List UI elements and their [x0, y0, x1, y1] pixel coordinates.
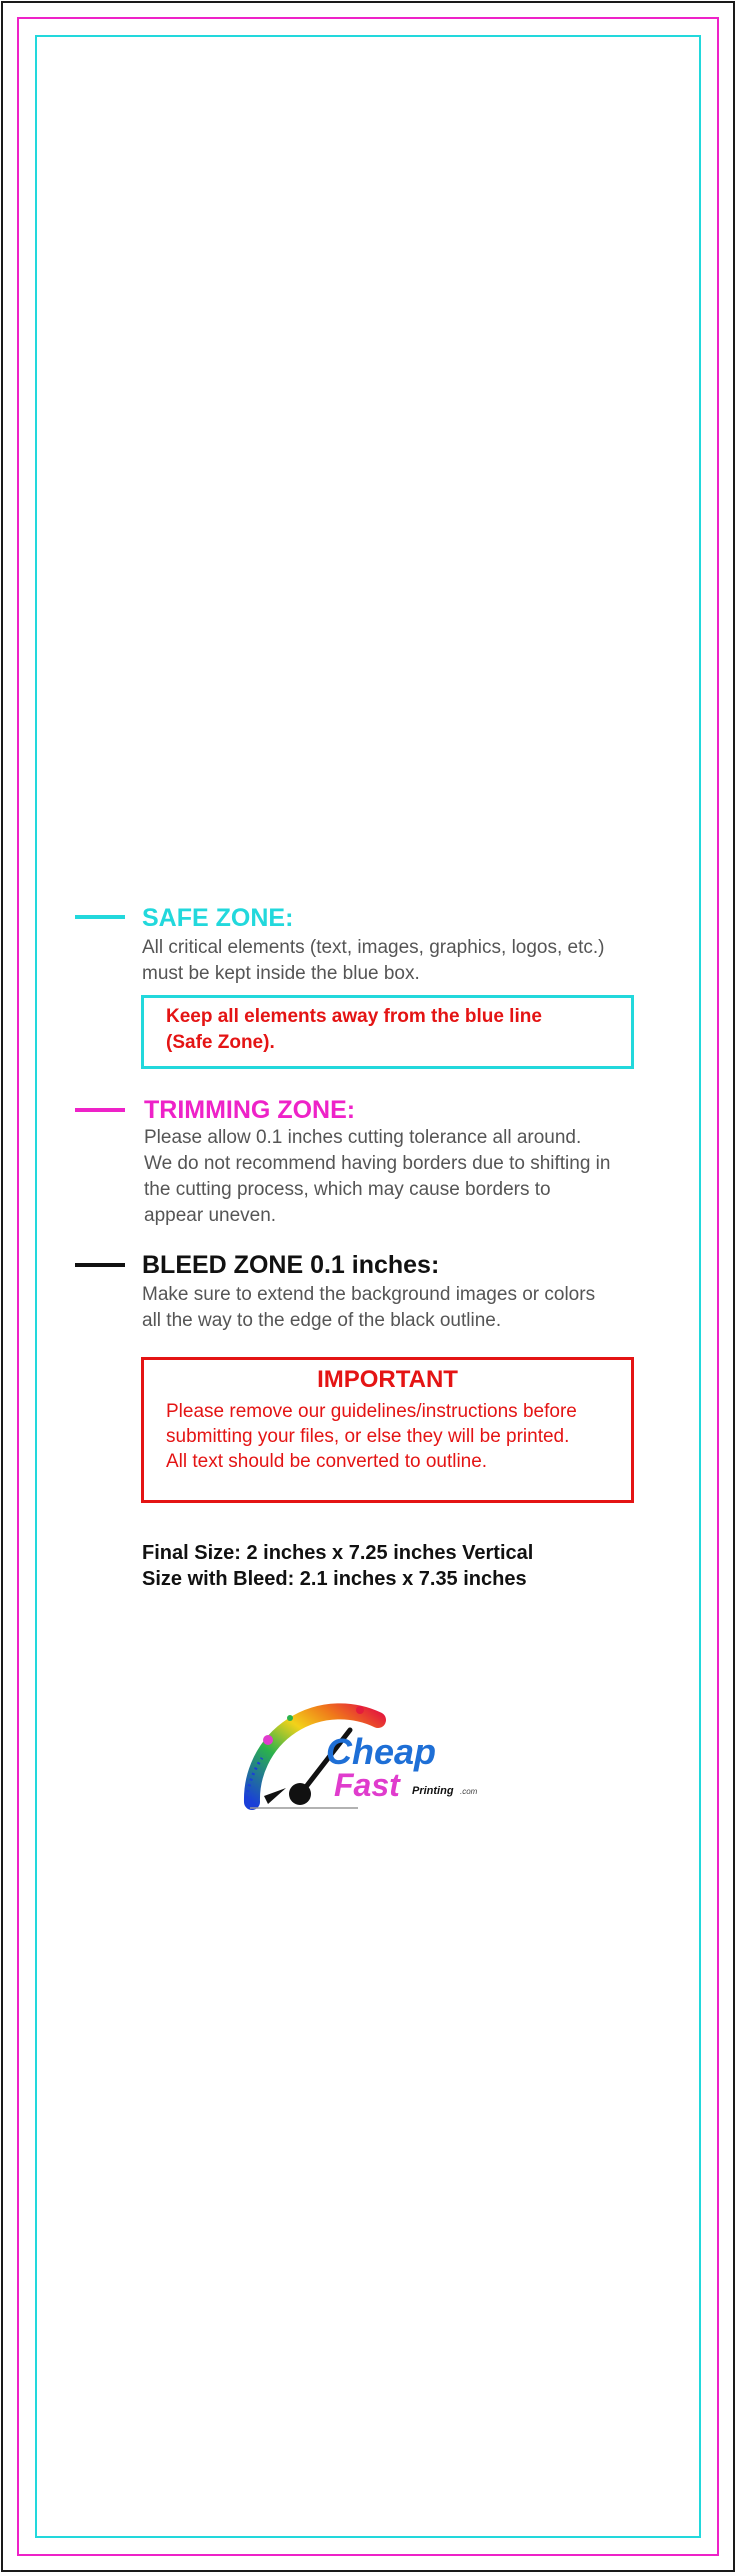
safe-zone-legend-line	[75, 915, 125, 919]
logo-suffix-com: .com	[460, 1787, 478, 1796]
bleed-zone-description	[142, 1282, 662, 1334]
important-title: IMPORTANT	[317, 1366, 458, 1393]
important-text-line: submitting your files, or else they will be printed.	[166, 1426, 570, 1447]
trimming-zone-text-line: the cutting process, which may cause borders to	[144, 1179, 551, 1200]
trimming-zone-legend-line	[75, 1108, 125, 1112]
bleed-zone-title: BLEED ZONE 0.1 inches:	[142, 1251, 440, 1279]
bleed-zone-legend-line	[75, 1263, 125, 1267]
logo-word-fast: Fast	[334, 1767, 400, 1803]
logo-word-cheap: Cheap	[326, 1731, 437, 1772]
important-text-line: Please remove our guidelines/instructions before	[166, 1401, 577, 1422]
safe-zone-note-line: (Safe Zone).	[166, 1032, 275, 1053]
logo-word-printing: Printing	[412, 1785, 454, 1797]
important-notice-box	[141, 1357, 634, 1503]
important-text-line: All text should be converted to outline.	[166, 1451, 488, 1472]
trimming-zone-text-line: We do not recommend having borders due to shifting in	[144, 1153, 611, 1174]
safe-zone-text-line: must be kept inside the blue box.	[142, 963, 420, 984]
cheap-fast-printing-logo	[238, 1700, 498, 1812]
bleed-zone-text-line: all the way to the edge of the black outline.	[142, 1310, 502, 1331]
safe-zone-description	[142, 935, 662, 987]
trimming-zone-title: TRIMMING ZONE:	[144, 1096, 356, 1124]
safe-zone-note-box	[141, 995, 634, 1069]
trimming-zone-description	[144, 1125, 704, 1229]
size-info	[142, 1540, 533, 1592]
safe-zone-text-line: All critical elements (text, images, graphics, logos, etc.)	[142, 937, 605, 958]
safe-zone-title: SAFE ZONE:	[142, 904, 294, 932]
bleed-zone-text-line: Make sure to extend the background images or colors	[142, 1284, 596, 1305]
trimming-zone-text-line: Please allow 0.1 inches cutting tolerance all around.	[144, 1127, 582, 1148]
trimming-zone-text-line: appear uneven.	[144, 1205, 277, 1226]
safe-zone-note-line: Keep all elements away from the blue line	[166, 1006, 542, 1027]
final-size-text: Final Size: 2 inches x 7.25 inches Vertical	[142, 1542, 534, 1564]
bleed-size-text: Size with Bleed: 2.1 inches x 7.35 inches	[142, 1568, 527, 1590]
